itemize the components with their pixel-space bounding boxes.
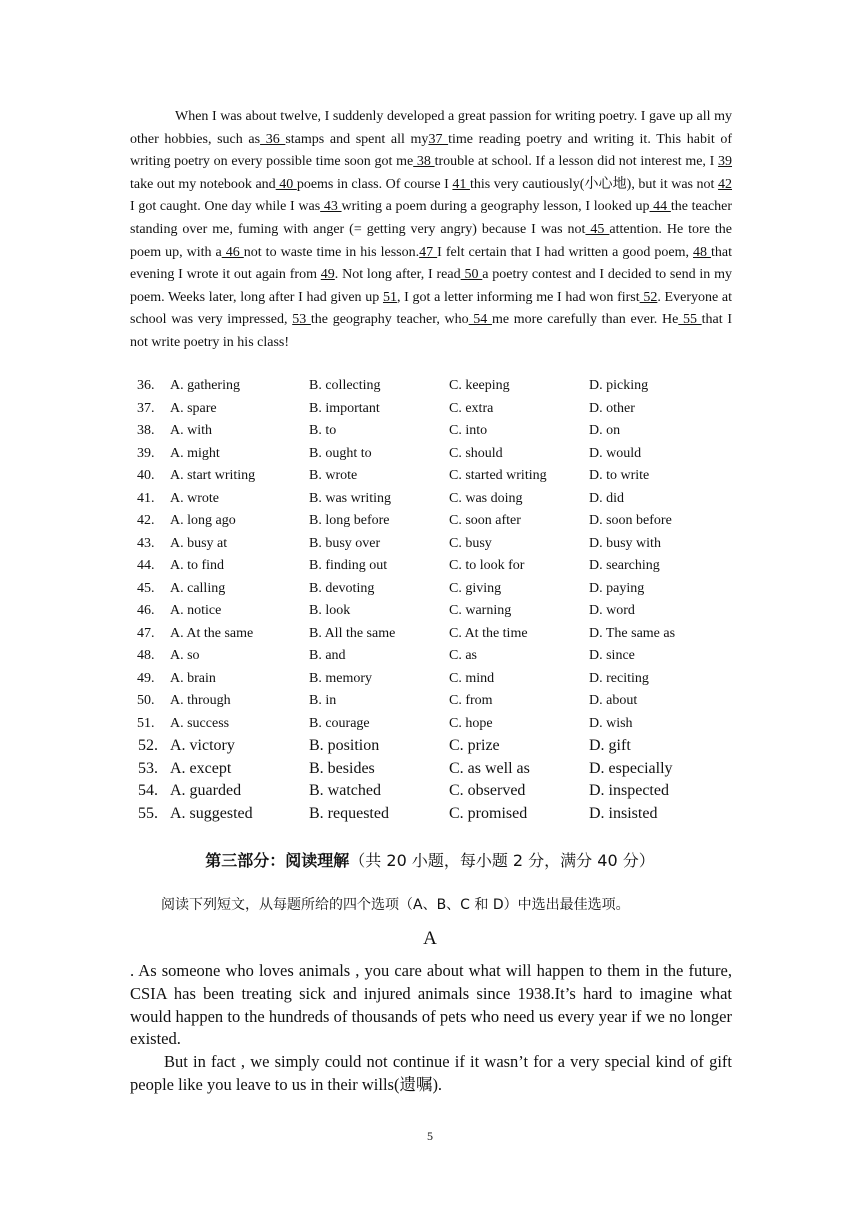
option-c: C. promised xyxy=(449,804,528,822)
option-a: A. brain xyxy=(170,670,216,686)
option-d: D. soon before xyxy=(589,513,672,529)
option-row xyxy=(130,758,732,781)
option-c: C. soon after xyxy=(449,513,521,529)
option-a: A. with xyxy=(170,423,212,439)
option-d: D. about xyxy=(589,693,638,709)
option-row xyxy=(130,375,732,398)
option-a: A. through xyxy=(170,693,231,709)
option-d: D. searching xyxy=(589,558,660,574)
option-c: C. prize xyxy=(449,737,500,755)
option-a: A. start writing xyxy=(170,468,256,484)
option-d: D. other xyxy=(589,400,635,416)
option-row xyxy=(130,623,732,646)
passage-text: time reading poetry and writing it. This habit of writing poetry on every possible time soon got me xyxy=(130,131,733,170)
passage-text: the teacher standing over me, fuming with anger (= getting very angry) because I was not xyxy=(130,199,733,237)
option-b: B. ought to xyxy=(309,445,372,461)
blank-number: 51 xyxy=(382,289,397,305)
option-row xyxy=(130,488,732,511)
blank-number: 55 xyxy=(678,312,702,328)
option-c: C. warning xyxy=(449,603,512,619)
option-d: D. reciting xyxy=(589,670,649,686)
passage-text: . Not long after, I read xyxy=(334,267,461,283)
option-b: B. finding out xyxy=(309,558,388,574)
option-d: D. to write xyxy=(589,468,650,484)
blank-number: 43 xyxy=(320,199,342,215)
option-c: C. was doing xyxy=(449,490,523,506)
option-b: B. was writing xyxy=(309,490,392,506)
option-row xyxy=(130,510,732,533)
option-a: A. might xyxy=(170,445,220,461)
option-row xyxy=(130,555,732,578)
option-c: C. into xyxy=(449,423,488,439)
option-b: B. besides xyxy=(309,759,375,777)
blank-number: 42 xyxy=(718,176,733,192)
passage-text: I felt certain that I had written a good poem, xyxy=(437,244,693,260)
option-b: B. devoting xyxy=(309,580,375,596)
option-d: D. did xyxy=(589,490,624,506)
question-number: 52. xyxy=(138,737,158,755)
option-a: A. to find xyxy=(170,558,225,574)
question-number: 47. xyxy=(137,625,155,641)
option-a: A. gathering xyxy=(170,378,240,394)
cloze-paragraph xyxy=(130,106,732,355)
option-c: C. At the time xyxy=(449,625,528,641)
option-row xyxy=(130,690,732,713)
option-c: C. busy xyxy=(449,535,492,551)
option-b: B. look xyxy=(309,603,351,619)
passage-a-paragraph-1: . As someone who loves animals , you care about what will happen to them in the future, CSIA has been treating sick and injured animals since 1938.It’s hard to imagine what would happen to the hundreds of thousands of pets who need us every year if we no longer existed. xyxy=(130,961,732,1049)
blank-number: 39 xyxy=(718,154,733,170)
page-number: 5 xyxy=(427,1129,433,1143)
blank-number: 36 xyxy=(260,131,286,147)
option-c: C. extra xyxy=(449,400,494,416)
option-row xyxy=(130,713,732,736)
option-a: A. except xyxy=(170,759,232,777)
blank-number: 37 xyxy=(428,131,449,147)
option-b: B. position xyxy=(309,737,380,755)
option-a: A. long ago xyxy=(170,513,236,529)
question-number: 53. xyxy=(138,759,158,777)
question-number: 50. xyxy=(137,693,155,709)
blank-number: 47 xyxy=(419,244,438,260)
option-b: B. wrote xyxy=(309,468,358,484)
option-c: C. giving xyxy=(449,580,502,596)
option-d: D. especially xyxy=(589,759,673,777)
passage-text: trouble at school. If a lesson did not interest me, I xyxy=(434,154,719,170)
option-c: C. started writing xyxy=(449,468,547,484)
passage-text: When I was about twelve, I suddenly developed a great passion for writing poetry. I gave up all my other hobbies, such as xyxy=(130,109,732,147)
option-d: D. wish xyxy=(589,715,633,731)
passage-text: the geography teacher, who xyxy=(310,312,469,328)
option-d: D. paying xyxy=(589,580,645,596)
option-b: B. to xyxy=(309,423,337,439)
passage-letter: A xyxy=(423,928,437,949)
option-b: B. in xyxy=(309,693,337,709)
option-d: D. busy with xyxy=(589,535,661,551)
question-number: 54. xyxy=(138,782,158,800)
option-c: C. observed xyxy=(449,782,526,800)
passage-text: stamps and spent all my xyxy=(285,131,429,147)
option-d: D. insisted xyxy=(589,804,658,822)
section-title: 第三部分：阅读理解 xyxy=(205,851,350,870)
blank-number: 48 xyxy=(693,244,712,260)
option-a: A. spare xyxy=(170,400,217,416)
question-number: 37. xyxy=(137,400,155,416)
option-a: A. suggested xyxy=(170,804,253,822)
option-row xyxy=(130,465,732,488)
blank-number: 54 xyxy=(468,312,492,328)
option-a: A. success xyxy=(170,715,230,731)
blank-number: 38 xyxy=(413,154,435,170)
question-number: 51. xyxy=(137,715,155,731)
option-row xyxy=(130,443,732,466)
question-number: 45. xyxy=(137,580,155,596)
option-c: C. from xyxy=(449,693,493,709)
option-c: C. hope xyxy=(449,715,493,731)
option-c: C. mind xyxy=(449,670,495,686)
option-row xyxy=(130,735,732,758)
question-number: 38. xyxy=(137,423,155,439)
passage-text: attention. He tore the poem up, with a xyxy=(130,221,733,260)
option-b: B. courage xyxy=(309,715,370,731)
option-b: B. requested xyxy=(309,804,389,822)
question-number: 39. xyxy=(137,445,155,461)
section-heading xyxy=(0,848,860,871)
option-c: C. should xyxy=(449,445,503,461)
blank-number: 53 xyxy=(292,312,311,328)
question-number: 48. xyxy=(137,648,155,664)
passage-text: that evening I wrote it out again from xyxy=(130,244,733,283)
option-b: B. All the same xyxy=(309,625,396,641)
question-number: 49. xyxy=(137,670,155,686)
option-d: D. picking xyxy=(589,378,649,394)
blank-number: 45 xyxy=(585,221,610,237)
blank-number: 40 xyxy=(275,176,297,192)
option-row xyxy=(130,533,732,556)
option-c: C. to look for xyxy=(449,558,525,574)
section-instruction: 阅读下列短文，从每题所给的四个选项（A、B、C 和 D）中选出最佳选项。 xyxy=(161,897,630,913)
option-d: D. word xyxy=(589,603,635,619)
option-a: A. wrote xyxy=(170,490,219,506)
option-a: A. so xyxy=(170,648,200,664)
option-b: B. long before xyxy=(309,513,390,529)
blank-number: 50 xyxy=(460,267,483,283)
option-a: A. calling xyxy=(170,580,226,596)
section-note: （共 20 小题，每小题 2 分，满分 40 分） xyxy=(349,851,655,870)
blank-number: 52 xyxy=(639,289,658,305)
question-number: 42. xyxy=(137,513,155,529)
option-b: B. important xyxy=(309,400,380,416)
option-c: C. keeping xyxy=(449,378,510,394)
blank-number: 41 xyxy=(452,176,470,192)
option-row xyxy=(130,420,732,443)
question-number: 46. xyxy=(137,603,155,619)
option-d: D. would xyxy=(589,445,642,461)
option-row xyxy=(130,398,732,421)
question-number: 43. xyxy=(137,535,155,551)
option-d: D. inspected xyxy=(589,782,669,800)
blank-number: 49 xyxy=(320,267,335,283)
question-number: 55. xyxy=(138,804,158,822)
option-a: A. At the same xyxy=(170,625,254,641)
passage-text: I got caught. One day while I was xyxy=(130,199,321,215)
option-a: A. busy at xyxy=(170,535,228,551)
option-b: B. and xyxy=(309,648,346,664)
passage-text: not to waste time in his lesson. xyxy=(243,244,420,260)
option-c: C. as xyxy=(449,648,477,664)
option-a: A. notice xyxy=(170,603,222,619)
passage-text: take out my notebook and xyxy=(130,176,276,192)
option-d: D. gift xyxy=(589,737,631,755)
blank-number: 46 xyxy=(221,244,244,260)
option-d: D. The same as xyxy=(589,625,676,641)
blank-number: 44 xyxy=(649,199,671,215)
option-d: D. on xyxy=(589,423,621,439)
option-b: B. collecting xyxy=(309,378,381,394)
question-number: 41. xyxy=(137,490,155,506)
options-list xyxy=(130,375,732,825)
option-b: B. memory xyxy=(309,670,372,686)
option-d: D. since xyxy=(589,648,635,664)
passage-text: . Everyone at school was very impressed, xyxy=(130,289,733,328)
question-number: 40. xyxy=(137,468,155,484)
passage-text: this very cautiously(小心地), but it was not xyxy=(469,176,719,192)
passage-text: poems in class. Of course I xyxy=(296,176,453,192)
option-row xyxy=(130,780,732,803)
cloze-passage xyxy=(130,106,732,355)
option-a: A. victory xyxy=(170,737,235,755)
option-row xyxy=(130,645,732,668)
option-c: C. as well as xyxy=(449,759,530,777)
question-number: 36. xyxy=(137,378,155,394)
option-b: B. busy over xyxy=(309,535,381,551)
question-number: 44. xyxy=(137,558,155,574)
passage-text: writing a poem during a geography lesson, I looked up xyxy=(341,199,650,215)
passage-text: a poetry contest and I decided to send in my poem. Weeks later, long after I had given up xyxy=(130,267,733,305)
option-row xyxy=(130,600,732,623)
option-a: A. guarded xyxy=(170,782,242,800)
option-b: B. watched xyxy=(309,782,381,800)
passage-text: , I got a letter informing me I had won first xyxy=(396,289,640,305)
passage-text: me more carefully than ever. He xyxy=(492,312,679,328)
passage-a-paragraph-2: But in fact , we simply could not continue if it wasn’t for a very special kind of gift people like you leave to us in their wills(遗嘱). xyxy=(130,1052,732,1094)
option-row xyxy=(130,803,732,826)
option-row xyxy=(130,578,732,601)
option-row xyxy=(130,668,732,691)
passage-a xyxy=(130,960,732,1097)
passage-text: that I not write poetry in his class! xyxy=(130,312,733,350)
